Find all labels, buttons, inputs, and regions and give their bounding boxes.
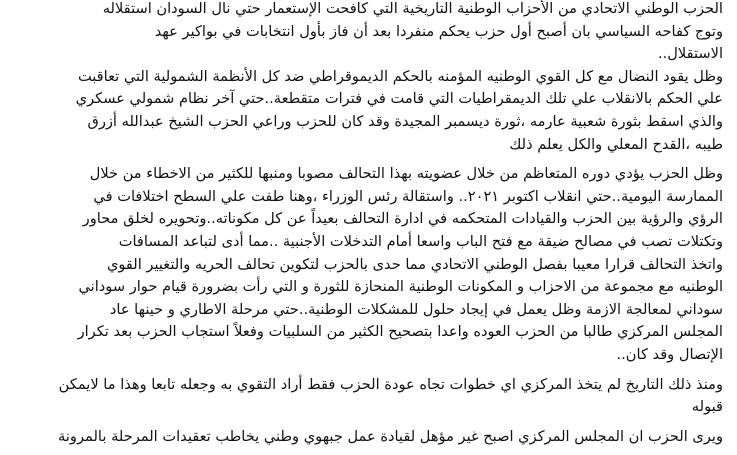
text-line: الممارسة اليومية..حتي انقلاب اكتوبر ٢٠٢١.. واستقالة رئس الوزراء ،وهنا طفت علي السطح اختلافات في <box>93 187 723 205</box>
article-body <box>12 0 723 455</box>
text-line: سوداني لمعالجة الازمة وظل يعمل في إيجاد حلول للمشكلات الوطنية..حتي مرحلة الاطاري و حينها عاد <box>109 300 723 318</box>
text-line: طيبه ،القدح المعلي والكل يعلم ذلك <box>509 135 723 153</box>
paragraph-party-history <box>12 0 723 156</box>
text-line: الحزب الوطني الاتحادي من الأحزاب الوطنية التاريخية التي كافحت الإستعمار حتي نال السودان استقلاله <box>102 0 723 17</box>
text-line: واتخذ التحالف قرارا معيبا بفصل الوطني الاتحادي مما حدى بالحزب لتكوين تحالف الحريه والتغيير القوي <box>106 255 723 273</box>
text-line: علي الحكم بالانقلاب علي تلك الديمقراطيات التي قامت في فترات متقطعة..حتي آخر نظام شمولي عسكري <box>75 90 723 108</box>
text-line: وظل يقود النضال مع كل القوي الوطنيه المؤمنه بالحكم الديموقراطي ضد كل الأنظمة الشمولية التي تعاقبت <box>77 67 723 85</box>
text-line: الرؤي والرؤية بين الحزب والقيادات المتحكمه في ادارة التحالف بعيداً عن كل مكوناته..وتحويره لخلق محاور <box>82 210 723 228</box>
text-line: الاستقلال.. <box>658 45 723 63</box>
paragraph-central-council <box>12 374 723 419</box>
text-line: الإتصال وقد كان.. <box>616 345 723 363</box>
text-line: والذي اسقط بثورة شعبية عارمه ،ثورة ديسمبر المجيدة وقد كان للحزب وراعي الحزب الشيخ عبدالله أزرق <box>87 112 723 130</box>
text-line: المجلس المركزي طالبا من الحزب العوده واعدا بتصحيح الكثير من السلبيات وفعلاً استجاب الحزب بعد تكرار <box>77 323 723 341</box>
text-line: ومنذ ذلك التاريخ لم يتخذ المركزي اي خطوات تجاه عودة الحزب فقط أراد التقوي به وجعله تابعا وهذا ما لايمكن <box>58 375 723 393</box>
text-line: الوطنيه مع مجموعة من الاحزاب و المكونات الوطنية المنحازة للثورة و التي رأت بضرورة قيام حوار سوداني <box>78 278 723 296</box>
text-line: وتكتلات تصب في مصالح ضيقة مع فتح الباب واسعا أمام التدخلات الأجنبية ..مما أدى لتباعد المسافات <box>118 232 723 250</box>
text-line: قبوله <box>691 398 723 416</box>
text-line: ويرى الحزب ان المجلس المركزي اصبح غير مؤهل لقيادة عمل جبهوي وطني يخاطب تعقيدات المرحلة بالمرونة <box>58 427 723 445</box>
paragraph-party-view <box>12 426 723 449</box>
paragraph-alliance-role <box>12 163 723 366</box>
text-line: وظل الحزب يؤدي دوره المتعاظم من خلال عضويته بهذا التحالف مصوبا ومنبها للكثير من الاخطاء من خلال <box>89 165 723 183</box>
text-line: وتوج كفاحه السياسي بان أصبح أول حزب يحكم منفردا بعد أن فاز بأول انتخابات في بواكير عهد <box>154 22 723 40</box>
